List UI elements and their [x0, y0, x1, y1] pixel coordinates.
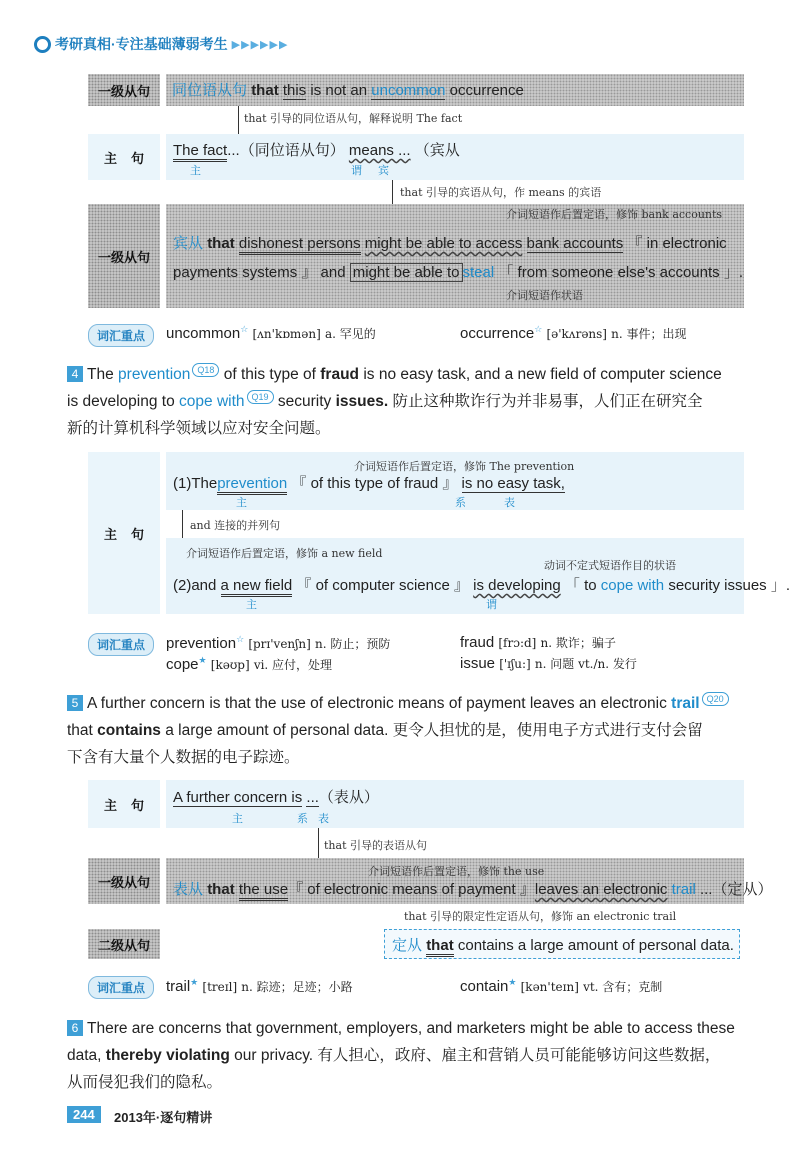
note-object-clause: that 引导的宾语从句，作 means 的宾语	[400, 186, 602, 199]
sentence-4: 4 The prevention Q18 of this type of fraud is no easy task, and a new field of computer science is developing to cope with Q19 security issues. 防止这种欺诈行为并非易事，人们正在研究全 新的计算机科学领域以应对安全问题。	[67, 365, 722, 437]
tag-object: 宾	[378, 164, 389, 177]
sentence-6: 6 There are concerns that government, employers, and marketers might be able to access these data, thereby violating our privacy. 有人担心，政府、雇主和营销人员可能能够访问这些数据， 从而侵犯我们的隐私。	[67, 1020, 735, 1091]
tag-predicate: 谓	[351, 164, 362, 177]
tag-linking: 系	[455, 496, 466, 509]
vocab-entry: occurrence☆ [ə'kʌrəns] n. 事件；出现	[460, 324, 687, 342]
tag-predicate: 谓	[486, 598, 497, 611]
vocab-entry: trail★ [treɪl] n. 踪迹；足迹；小路	[166, 977, 353, 995]
main-clause-line: A further concern is ...（表从）	[173, 789, 379, 806]
tag-linking: 系	[297, 812, 308, 825]
note-prep-phrase: 介词短语作后置定语，修饰 a new field	[186, 547, 383, 560]
note-adverbial: 介词短语作状语	[506, 289, 583, 302]
label-main-clause: 主句	[88, 134, 160, 180]
tag-predicative: 表	[504, 496, 515, 509]
note-prep-phrase: 介词短语作后置定语，修饰 bank accounts	[506, 208, 723, 221]
vocab-entry: contain★ [kən'teɪn] vt. 含有；克制	[460, 977, 663, 995]
note-predicative-clause: that 引导的表语从句	[324, 839, 427, 852]
brand-header	[34, 34, 288, 54]
object-clause-line1: 宾从 that dishonest persons might be able to access bank accounts 『 in electronic	[173, 232, 727, 253]
appositive-line: 同位语从句 that this is not an uncommon occurrence	[172, 82, 524, 99]
main-clause-line: The fact...（同位语从句） means ... （宾从	[173, 139, 460, 160]
vocab-badge: 词汇重点	[88, 324, 154, 347]
clause-1-line: (1)Theprevention 『 of this type of fraud 』 is no easy task,	[173, 472, 565, 493]
connector-line	[182, 510, 183, 538]
note-prep-phrase: 介词短语作后置定语，修饰 the use	[368, 865, 545, 878]
label-level2-clause: 二级从句	[88, 929, 160, 959]
arrow-decoration-icon: ▶▶▶▶▶▶	[231, 38, 289, 51]
tag-predicative: 表	[318, 812, 329, 825]
vocab-entry: cope★ [kəʊp] vi. 应付，处理	[166, 655, 333, 673]
note-appositive: that 引导的同位语从句，解释说明 The fact	[244, 112, 463, 125]
vocab-badge: 词汇重点	[88, 976, 154, 999]
brand-text: 考研真相·专注基础薄弱考生	[55, 36, 228, 52]
predicative-clause-line: 表从 that the use『 of electronic means of payment 』leaves an electronic trail ...（定从）	[173, 878, 772, 899]
note-coordinate: and 连接的并列句	[190, 519, 281, 532]
label-level1-clause: 一级从句	[88, 74, 160, 106]
connector-line	[318, 828, 319, 858]
label-level1-clause: 一级从句	[88, 858, 160, 904]
sentence-5: 5 A further concern is that the use of electronic means of payment leaves an electronic trail Q20 that contains a large amount of personal data. 更令人担忧的是，使用电子方式进行支付会留 下含有大量个人数据的电子踪迹。	[67, 690, 747, 771]
tag-subject: 主	[190, 164, 201, 177]
label-level1-clause: 一级从句	[88, 204, 160, 308]
tag-subject: 主	[232, 812, 243, 825]
tag-subject: 主	[246, 598, 257, 611]
object-clause-line2: payments systems 』 and might be able to steal 「 from someone else's accounts 」.	[173, 264, 743, 281]
clause-2-line: (2)and a new field 『 of computer science 』 is developing 「 to cope with security issues 」.	[173, 574, 790, 595]
vocab-entry: uncommon☆ [ʌn'kɒmən] a. 罕见的	[166, 324, 376, 342]
attributive-clause-line: 定从 that contains a large amount of personal data.	[392, 934, 734, 955]
search-logo-icon	[34, 36, 51, 53]
connector-line	[392, 180, 393, 204]
note-purpose: 动词不定式短语作目的状语	[544, 559, 676, 572]
vocab-entry: fraud [frɔ:d] n. 欺诈；骗子	[460, 634, 616, 651]
note-attributive: that 引导的限定性定语从句，修饰 an electronic trail	[404, 910, 677, 923]
footer-title: 2013年·逐句精讲	[114, 1110, 213, 1125]
label-main-clause: 主句	[88, 452, 160, 614]
vocab-entry: prevention☆ [prɪ'venʃn] n. 防止；预防	[166, 634, 391, 652]
label-main-clause: 主句	[88, 780, 160, 828]
tag-subject: 主	[236, 496, 247, 509]
vocab-entry: issue ['ɪʃu:] n. 问题 vt./n. 发行	[460, 655, 637, 672]
note-prep-phrase: 介词短语作后置定语，修饰 The prevention	[354, 460, 575, 473]
page-number: 244	[67, 1106, 101, 1123]
vocab-badge: 词汇重点	[88, 633, 154, 656]
